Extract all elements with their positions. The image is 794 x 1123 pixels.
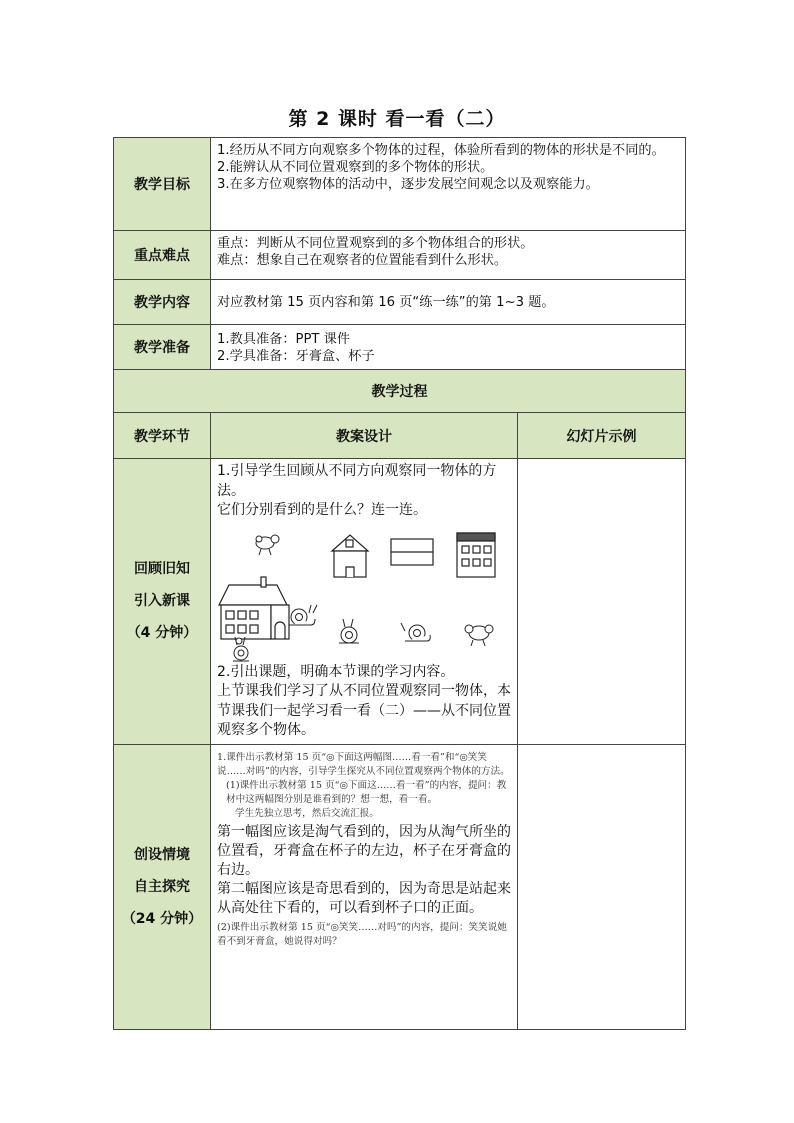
content-label: 教学内容 [114,280,211,325]
bird-side-icon [465,625,493,646]
key-points-label: 重点难点 [114,231,211,280]
content-text [211,280,686,325]
goal-line: 3.在多方位观察物体的活动中，逐步发展空间观念以及观察能力。 [217,177,599,192]
prep-content [211,325,686,370]
house-top-view-icon [391,539,433,565]
stage2-slides [518,744,686,1029]
process-heading: 教学过程 [114,370,686,413]
matching-figure-drawing [217,525,513,663]
col-head-slides: 幻灯片示例 [518,413,686,459]
stage2-design [211,744,518,1029]
prep-line: 2.学具准备：牙膏盒、杯子 [217,348,375,364]
key-point-line: 重点：判断从不同位置观察到的多个物体组合的形状。 [217,236,534,251]
goal-line: 2.能辨认从不同位置观察到的多个物体的形状。 [217,160,494,175]
house-side-view-icon [457,533,495,577]
snail-front-icon [233,637,249,661]
snail-side-icon [289,605,317,625]
key-points-content [211,231,686,280]
prep-line: 1.教具准备：PPT 课件 [217,331,351,347]
goals-content [211,138,686,231]
stage1-slides [518,459,686,745]
goal-line: 1.经历从不同方向观察多个物体的过程，体验所看到的物体的形状是不同的。 [217,143,665,158]
stage1-line: 2.引出课题，明确本节课的学习内容。 [217,663,455,680]
snail-view-a-icon [339,619,359,643]
stage2-scan-bottom: (2)课件出示教材第 15 页“◎笑笑……对吗”的内容，提问：笑笑说她看不到牙膏盒，她说得对吗？ [217,921,507,947]
content-line: 对应教材第 15 页内容和第 16 页“练一练”的第 1~3 题。 [217,295,555,310]
house-front-view-icon [332,535,368,577]
prep-label: 教学准备 [114,325,211,370]
snail-view-b-icon [401,623,430,641]
stage1-design [211,459,518,745]
stage1-line: 上节课我们学习了从不同位置观察同一物体，本节课我们一起学习看一看（二）——从不同位置观察多个物体。 [217,683,511,738]
house-with-animals-icon [219,577,289,639]
bird-top-icon [256,535,279,555]
stage1-line: 1.引导学生回顾从不同方向观察同一物体的方法。 [217,463,497,499]
goals-label: 教学目标 [114,138,211,231]
stage2-scan-top: 1.课件出示教材第 15 页“◎下面这两幅图……看一看”和“◎笑笑说……对吗”的内容，引导学生探究从不同位置观察两个物体的方法。 (1)课件出示教材第 15 页“◎下面这……看一看”的内容，提问：教材中这两幅图分别是谁看到的？想一想，看一看。 学生先独立思考，然后交流汇报。 [217,751,510,819]
stage2-label: 创设情境 自主探究 （24 分钟） [114,744,211,1029]
page-title: 第 2 课时 看一看（二） [288,108,506,130]
stage1-line: 它们分别看到的是什么？连一连。 [217,502,427,518]
matching-figure [217,525,513,663]
stage2-explanation: 第一幅图应该是淘气看到的，因为从淘气所坐的位置看，牙膏盒在杯子的左边，杯子在牙膏盒的右边。 第二幅图应该是奇思看到的，因为奇思是站起来从高处往下看的，可以看到杯子口的正面。 [217,823,511,916]
stage1-label: 回顾旧知 引入新课 （4 分钟） [114,459,211,745]
col-head-design: 教案设计 [211,413,518,459]
col-head-stage: 教学环节 [114,413,211,459]
key-point-line: 难点：想象自己在观察者的位置能看到什么形状。 [217,253,508,268]
lesson-plan-table [113,137,686,1030]
